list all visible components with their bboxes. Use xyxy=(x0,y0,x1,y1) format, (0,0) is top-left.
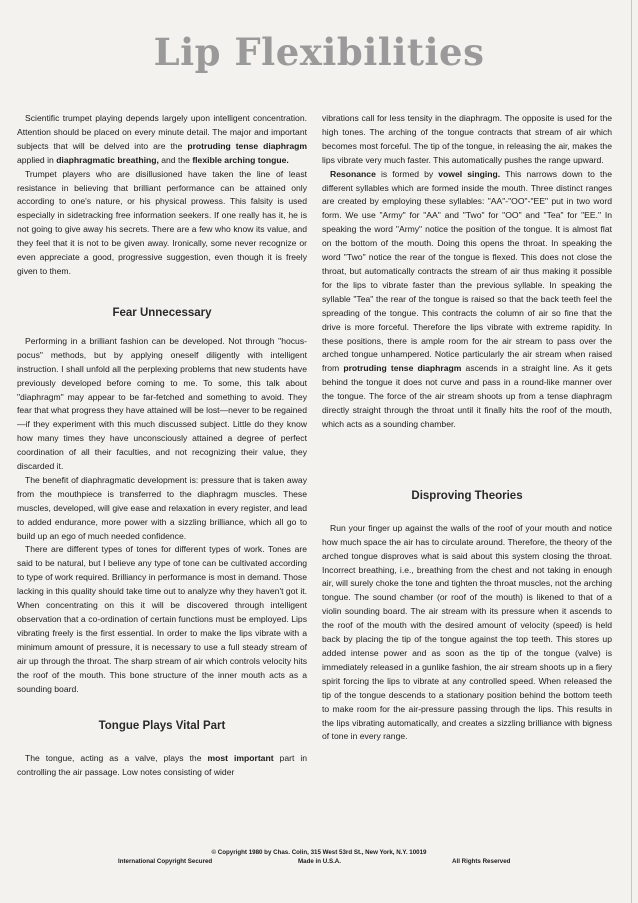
section-heading-fear-unnecessary: Fear Unnecessary xyxy=(112,306,212,319)
resonance-paragraph: Resonance is formed by vowel singing. This narrows down to the different syllables which are formed inside the mouth. Three distinct ranges are created by employing these syllables: "AA"-"OO"-"EE" put in two word form. We use "Army" for "AA" and "Two" for "OO" and "Tea" for "EE." In speaking the word "Army" notice the position of the tongue. It is almost flat on the bottom of the mouth. Doing this opens the throat. In speaking the word "Two" notice the rear of the tongue is flexed. This does not close the throat, but automatically contracts the stream of air thus making it possible for the lips to vibrate faster than the previous syllable. In speaking the syllable "Tea" the rear of the tongue is raised so that the back teeth feel the spreading of the tongue. This contracts the column of air so fine that the drive is more forceful. Therefore the lips vibrate with extreme rapidity. In these positions, there is ample room for the air stream to pass over the arched tongue unhampered. Notice particularly the air stream when raised from protruding tense diaphragm ascends in a straight line. As it gets behind the tongue it does not curve and pass in a round-like manner over the tongue. The force of the air stream shoots up from a tense diaphragm directly straight through the throat until it finally hits the roof of the mouth, which acts as a sounding chamber. xyxy=(322,168,613,429)
right-column xyxy=(322,112,612,744)
intro-paragraph-1: Scientific trumpet playing depends largely upon intelligent concentration. Attention should be placed on every minute detail. The major and important subjects that will be delved into are the protruding tense diaphragm applied in diaphragmatic breathing, and the flexible arching tongue. xyxy=(17,113,307,165)
intro-paragraph-2: Trumpet players who are disillusioned have taken the line of least resistance in believing that brilliant performance can be attained only according to one's nature, or his physical prowess. This falsity is used especially in sidetracking free information seekers. If one really has it, he is not going to give away his secrets. There are a few who know its value, and they feel that it is not to be given away. Ironically, some never recognize or even appreciate a good, progressive suggestion, even though it is freely given to them. xyxy=(17,168,307,276)
left-column xyxy=(17,112,307,780)
fear-paragraph-1: Performing in a brilliant fashion can be developed. Not through "hocus-pocus" methods, but by applying oneself diligently with intelligent instruction. I shall unfold all the perplexing problems that new students have previously developed before coming to me. To some, this talk about "diaphragm" may appear to be far-fetched and something to avoid. They fear that what progress they have attained will be lost—never to be regained—if they experiment with this much discussed subject. Little do they know how many times they have unconsciously attained a degree of perfect coordination of all their faculties, and not recognizing their value, they discarded it. xyxy=(17,335,307,472)
footer-copyright: © Copyright 1980 by Chas. Colin, 315 West 53rd St., New York, N.Y. 10019 xyxy=(211,849,427,856)
fear-paragraph-3: There are different types of tones for different types of work. Tones are said to be natural, but I believe any type of tone can be cultivated according to type of work required. Brilliancy in performance is most in demand. Those lacking in this quality should take time out to analyze why they haven't got it. When concentrating on this it will be discovered through intelligent observation that a co-ordination of certain functions must be employed. Lips vibrating freely is the first essential. In order to make the lips vibrate with a minimum amount of pressure, it is necessary to use a full steady stream of air up through the throat. The sharp stream of air which controls velocity hits the roof of the mouth. This bone structure of the inner mouth acts as a sounding board. xyxy=(17,544,307,694)
page-edge-line xyxy=(631,0,632,903)
page-title: Lip Flexibilities xyxy=(153,30,485,74)
footer-rights-reserved: All Rights Reserved xyxy=(452,858,511,865)
right-paragraph-1: vibrations call for less tensity in the diaphragm. The opposite is used for the high tones. The arching of the tongue contracts that stream of air which becomes most forceful. The tip of the tongue, in releasing the air, makes the lips vibrate very much faster. This automatically pushes the range upward. xyxy=(322,113,612,165)
fear-paragraph-2: The benefit of diaphragmatic development is: pressure that is taken away from the mouthpiece is transferred to the diaphragm muscles. These muscles, developed, will give ease and relaxation in every register, and lead to added endurance, more power with a sizzling brilliance, which all go to build up an ego of much needed confidence. xyxy=(17,474,307,541)
disproving-paragraph: Run your finger up against the walls of the roof of your mouth and notice how much space the air has to circulate around. Therefore, the theory of the arched tongue disproves what is said about this system closing the throat. Incorrect breathing, i.e., breathing from the chest and not taking in enough air, will surely choke the tone and tighten the throat muscles, not the arching tongue. The sound chamber (or roof of the mouth) is likened to that of a violin sounding board. The air stream with its pressure when it ascends to the roof of the mouth with the desired amount of velocity (speed) is held back by placing the tip of the tongue against the top teeth. This stores up added intense power and as soon as the tip of the tongue (valve) is immediately released in a gunlike fashion, the air stream shoots up in a fiery spirit forcing the lips to vibrate at any controlled speed. When released the tip of the tongue descends to a stationary position behind the bottom teeth to make room for the air-pressure passing through the lips. This results in the lips vibrating automatically, and creates a sizzling brilliance with bigness of tone in every range. xyxy=(322,522,612,742)
section-heading-disproving-theories: Disproving Theories xyxy=(411,489,523,502)
footer-made-in: Made in U.S.A. xyxy=(298,858,341,865)
footer-copyright-secured: International Copyright Secured xyxy=(118,858,213,865)
tongue-paragraph-1: The tongue, acting as a valve, plays the most important part in controlling the air passage. Low notes consisting of wider xyxy=(17,753,308,778)
section-heading-tongue-plays-vital-part: Tongue Plays Vital Part xyxy=(98,720,226,733)
